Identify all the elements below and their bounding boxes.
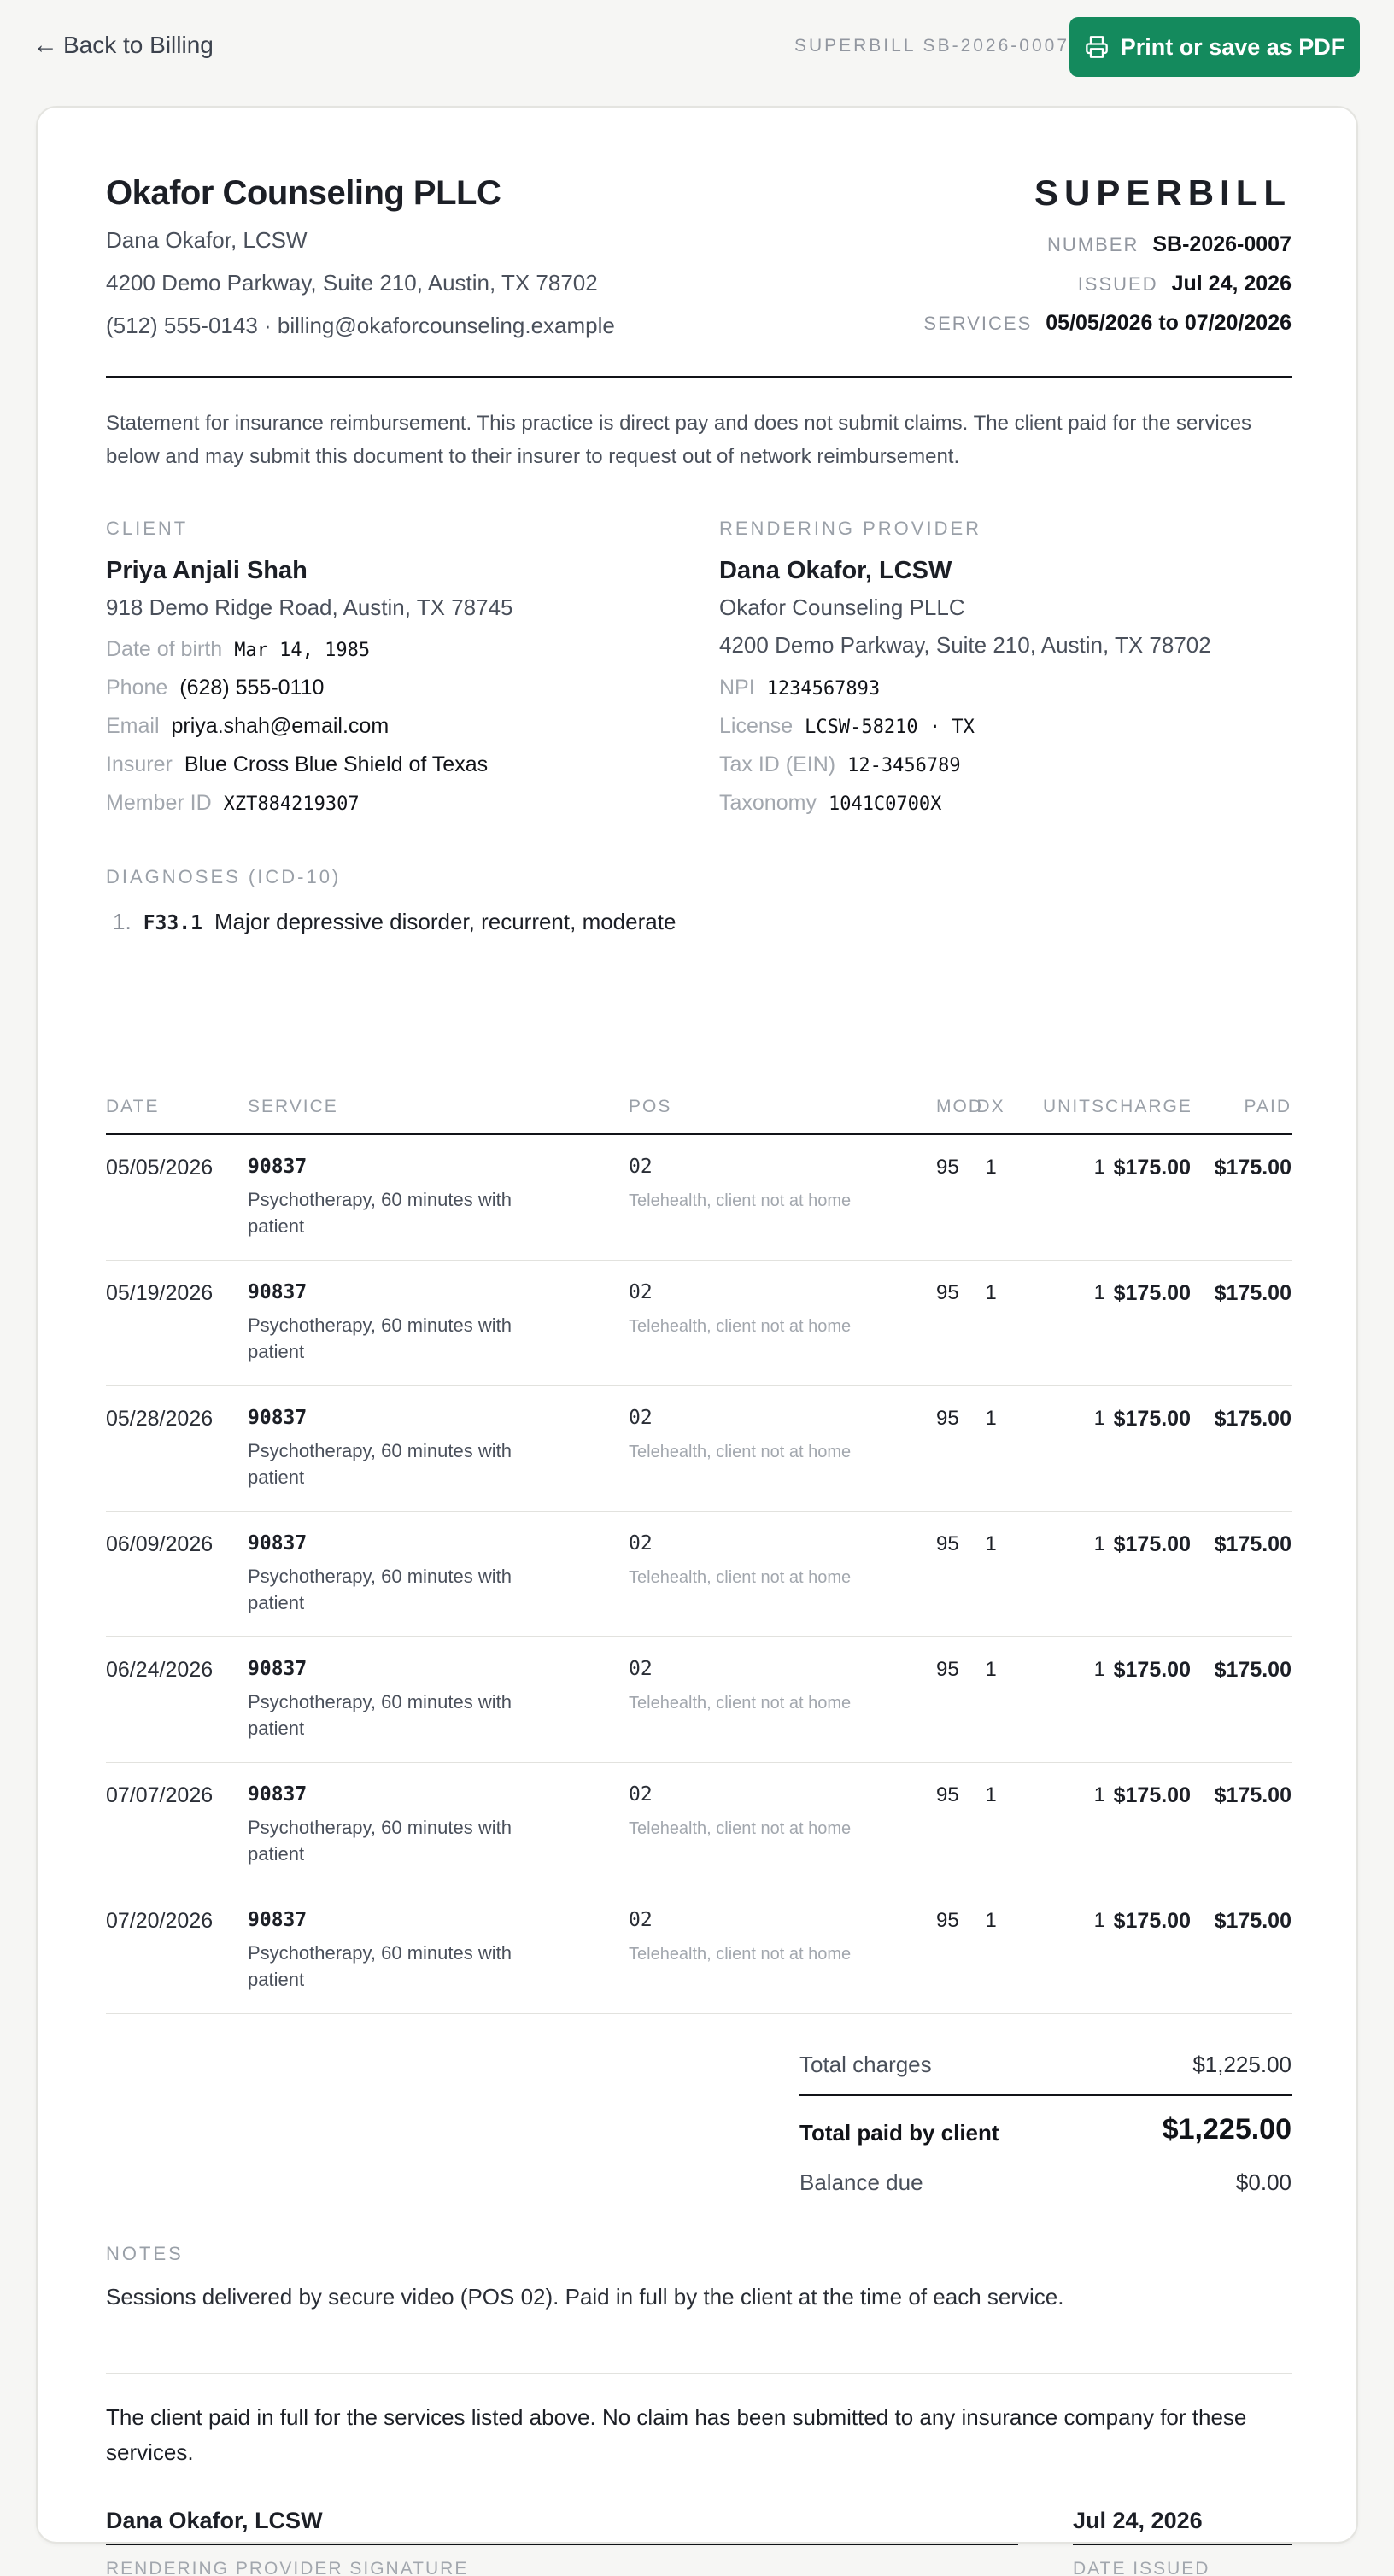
totals-divider — [800, 2094, 1292, 2096]
document-id: SUPERBILL SB-2026-0007 — [794, 36, 1069, 56]
row-charge: $175.00 — [1113, 1909, 1191, 1933]
back-link-label: Back to Billing — [63, 32, 214, 58]
row-pos: 02 — [629, 1783, 653, 1806]
row-date: 06/24/2026 — [106, 1658, 214, 1682]
date-line — [1073, 2544, 1292, 2545]
taxonomy-value: 1041C0700X — [828, 793, 942, 815]
print-pdf-button[interactable] — [1069, 17, 1360, 77]
issued-label: ISSUED — [1077, 273, 1158, 295]
row-charge: $175.00 — [1113, 1532, 1191, 1556]
row-service-desc: Psychotherapy, 60 minutes with patient — [248, 1440, 512, 1488]
col-header-mod: MOD — [936, 1097, 983, 1116]
provider-license-row — [719, 714, 975, 739]
notes-text: Sessions delivered by secure video (POS 02). Paid in full by the client at the time of each service. — [106, 2284, 1064, 2310]
services-label: SERVICES — [923, 313, 1033, 334]
row-charge: $175.00 — [1113, 1783, 1191, 1807]
row-date: 05/28/2026 — [106, 1407, 214, 1431]
row-cpt-code: 90837 — [248, 1407, 308, 1429]
superbill-title: SUPERBILL — [1034, 173, 1292, 213]
client-dob-row — [106, 637, 370, 662]
statement-text: Statement for insurance reimbursement. This practice is direct pay and does not submit claims. The client paid for the services below and may submit this document to their insurer to request out of network reimbursement. — [106, 412, 1252, 468]
row-charge: $175.00 — [1113, 1658, 1191, 1682]
row-date: 07/07/2026 — [106, 1783, 214, 1807]
row-service-desc: Psychotherapy, 60 minutes with patient — [248, 1566, 512, 1613]
table-row — [106, 1763, 1292, 1888]
number-label: NUMBER — [1047, 234, 1139, 255]
practice-contact: (512) 555-0143 · billing@okaforcounseling.example — [106, 313, 615, 338]
row-paid: $175.00 — [1214, 1909, 1292, 1933]
dob-value: Mar 14, 1985 — [234, 640, 371, 661]
header-divider — [106, 376, 1292, 378]
email-value: priya.shah@email.com — [171, 714, 390, 738]
practice-address: 4200 Demo Parkway, Suite 210, Austin, TX 78702 — [106, 270, 598, 296]
row-paid: $175.00 — [1214, 1156, 1292, 1180]
diagnosis-number: 1. — [113, 909, 132, 934]
row-pos-desc: Telehealth, client not at home — [629, 1317, 852, 1336]
row-pos-desc: Telehealth, client not at home — [629, 1443, 852, 1461]
row-pos: 02 — [629, 1909, 653, 1931]
npi-value: 1234567893 — [766, 678, 881, 700]
insurer-value: Blue Cross Blue Shield of Texas — [184, 752, 489, 776]
superbill-services-row — [923, 311, 1292, 336]
total-charges-label: Total charges — [800, 2052, 932, 2077]
row-paid: $175.00 — [1214, 1658, 1292, 1682]
provider-tax-row — [719, 752, 961, 777]
row-mod: 95 — [936, 1156, 959, 1179]
row-cpt-code: 90837 — [248, 1783, 308, 1806]
row-pos: 02 — [629, 1532, 653, 1554]
row-pos-desc: Telehealth, client not at home — [629, 1191, 852, 1210]
client-address: 918 Demo Ridge Road, Austin, TX 78745 — [106, 594, 513, 620]
superbill-issued-row — [1078, 272, 1292, 296]
diagnosis-code: F33.1 — [143, 912, 202, 934]
row-service-desc: Psychotherapy, 60 minutes with patient — [248, 1314, 512, 1362]
issued-value: Jul 24, 2026 — [1171, 272, 1292, 296]
row-paid: $175.00 — [1214, 1532, 1292, 1556]
npi-label: NPI — [719, 676, 755, 700]
top-bar — [0, 0, 1394, 96]
table-row — [106, 1386, 1292, 1512]
row-service-desc: Psychotherapy, 60 minutes with patient — [248, 1691, 512, 1739]
row-date: 07/20/2026 — [106, 1909, 214, 1933]
row-mod: 95 — [936, 1909, 959, 1932]
client-section-label: CLIENT — [106, 518, 189, 539]
member-id-value: XZT884219307 — [223, 793, 360, 815]
provider-address: 4200 Demo Parkway, Suite 210, Austin, TX 78702 — [719, 632, 1211, 658]
row-units: 1 — [1093, 1783, 1105, 1806]
tax-id-label: Tax ID (EIN) — [719, 752, 836, 776]
row-units: 1 — [1093, 1909, 1105, 1932]
phone-label: Phone — [106, 676, 168, 700]
license-label: License — [719, 714, 794, 738]
superbill-number-row — [1047, 232, 1292, 257]
row-pos: 02 — [629, 1658, 653, 1680]
row-charge: $175.00 — [1113, 1156, 1191, 1180]
row-cpt-code: 90837 — [248, 1156, 308, 1178]
table-row — [106, 1261, 1292, 1386]
notes-divider — [106, 2373, 1292, 2374]
practice-name: Okafor Counseling PLLC — [106, 174, 501, 212]
balance-due-value: $0.00 — [1235, 2169, 1292, 2195]
services-value: 05/05/2026 to 07/20/2026 — [1046, 311, 1292, 335]
row-mod: 95 — [936, 1658, 959, 1681]
table-row — [106, 1637, 1292, 1763]
total-paid-value: $1,225.00 — [1162, 2113, 1292, 2146]
printer-icon — [1085, 35, 1109, 59]
table-row — [106, 1135, 1292, 1261]
client-name: Priya Anjali Shah — [106, 557, 308, 584]
signature-label: RENDERING PROVIDER SIGNATURE — [106, 2559, 469, 2576]
provider-npi-row — [719, 676, 880, 700]
row-pos: 02 — [629, 1407, 653, 1429]
signature-name: Dana Okafor, LCSW — [106, 2508, 323, 2533]
col-header-units: UNITS — [1043, 1097, 1105, 1116]
client-member-row — [106, 791, 360, 816]
row-paid: $175.00 — [1214, 1407, 1292, 1431]
superbill-sheet — [36, 106, 1358, 2576]
row-service-desc: Psychotherapy, 60 minutes with patient — [248, 1189, 512, 1237]
col-header-service: SERVICE — [248, 1097, 338, 1116]
table-row — [106, 1512, 1292, 1637]
row-pos-desc: Telehealth, client not at home — [629, 1819, 852, 1838]
diagnosis-description: Major depressive disorder, recurrent, moderate — [214, 909, 676, 934]
row-mod: 95 — [936, 1532, 959, 1555]
row-dx: 1 — [985, 1783, 997, 1806]
insurer-label: Insurer — [106, 752, 173, 776]
provider-practice: Okafor Counseling PLLC — [719, 594, 965, 620]
row-pos-desc: Telehealth, client not at home — [629, 1694, 852, 1712]
row-units: 1 — [1093, 1281, 1105, 1304]
row-pos-desc: Telehealth, client not at home — [629, 1568, 852, 1587]
provider-taxonomy-row — [719, 791, 941, 816]
row-date: 05/05/2026 — [106, 1156, 214, 1180]
row-mod: 95 — [936, 1407, 959, 1430]
client-email-row — [106, 714, 389, 739]
row-service-desc: Psychotherapy, 60 minutes with patient — [248, 1817, 512, 1865]
back-to-billing-link[interactable] — [32, 31, 214, 60]
total-charges-value: $1,225.00 — [1192, 2052, 1292, 2077]
attestation-text: The client paid in full for the services listed above. No claim has been submitted to any insurance company for these services. — [106, 2404, 1247, 2465]
col-header-pos: POS — [629, 1097, 672, 1116]
row-dx: 1 — [985, 1156, 997, 1179]
row-service-desc: Psychotherapy, 60 minutes with patient — [248, 1942, 512, 1990]
row-cpt-code: 90837 — [248, 1532, 308, 1554]
client-insurer-row — [106, 752, 488, 777]
row-dx: 1 — [985, 1909, 997, 1932]
row-paid: $175.00 — [1214, 1281, 1292, 1305]
row-paid: $175.00 — [1214, 1783, 1292, 1807]
tax-id-value: 12-3456789 — [847, 755, 961, 776]
balance-due-label: Balance due — [800, 2169, 923, 2195]
row-cpt-code: 90837 — [248, 1658, 308, 1680]
dob-label: Date of birth — [106, 637, 223, 661]
row-units: 1 — [1093, 1156, 1105, 1179]
col-header-paid: PAID — [1244, 1097, 1292, 1116]
signature-date: Jul 24, 2026 — [1073, 2508, 1203, 2533]
row-pos: 02 — [629, 1156, 653, 1178]
signature-line — [106, 2544, 1018, 2545]
row-dx: 1 — [985, 1407, 997, 1430]
col-header-dx: DX — [976, 1097, 1005, 1116]
provider-name: Dana Okafor, LCSW — [719, 557, 952, 584]
col-header-charge: CHARGE — [1105, 1097, 1192, 1116]
row-charge: $175.00 — [1113, 1281, 1191, 1305]
col-header-date: DATE — [106, 1097, 160, 1116]
row-mod: 95 — [936, 1783, 959, 1806]
taxonomy-label: Taxonomy — [719, 791, 817, 815]
row-mod: 95 — [936, 1281, 959, 1304]
license-value: LCSW-58210 · TX — [805, 717, 975, 738]
client-phone-row — [106, 676, 324, 700]
notes-section-label: NOTES — [106, 2243, 184, 2264]
practice-clinician: Dana Okafor, LCSW — [106, 227, 308, 253]
row-pos-desc: Telehealth, client not at home — [629, 1945, 852, 1964]
row-date: 06/09/2026 — [106, 1532, 214, 1556]
row-units: 1 — [1093, 1532, 1105, 1555]
row-dx: 1 — [985, 1532, 997, 1555]
phone-value: (628) 555-0110 — [179, 676, 325, 700]
row-units: 1 — [1093, 1407, 1105, 1430]
row-cpt-code: 90837 — [248, 1909, 308, 1931]
arrow-left-icon: ← — [32, 31, 58, 59]
table-row — [106, 1888, 1292, 2014]
row-date: 05/19/2026 — [106, 1281, 214, 1305]
row-dx: 1 — [985, 1281, 997, 1304]
diagnosis-item — [113, 909, 676, 935]
row-units: 1 — [1093, 1658, 1105, 1681]
row-cpt-code: 90837 — [248, 1281, 308, 1303]
member-id-label: Member ID — [106, 791, 212, 815]
row-pos: 02 — [629, 1281, 653, 1303]
date-issued-label: DATE ISSUED — [1073, 2559, 1210, 2576]
number-value: SB-2026-0007 — [1152, 232, 1292, 256]
row-dx: 1 — [985, 1658, 997, 1681]
email-label: Email — [106, 714, 160, 738]
print-button-label: Print or save as PDF — [1120, 33, 1345, 60]
row-charge: $175.00 — [1113, 1407, 1191, 1431]
total-paid-label: Total paid by client — [800, 2120, 999, 2146]
provider-section-label: RENDERING PROVIDER — [719, 518, 982, 539]
diagnoses-section-label: DIAGNOSES (ICD-10) — [106, 866, 342, 887]
